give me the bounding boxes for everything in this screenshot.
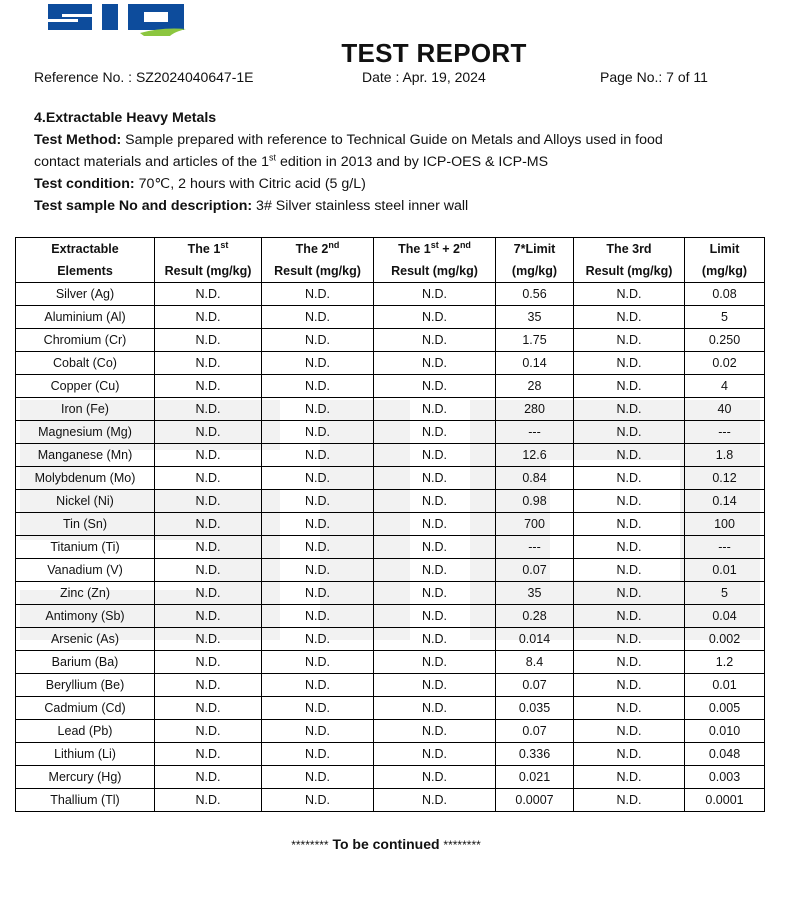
cell-element: Antimony (Sb) bbox=[16, 605, 155, 628]
cell-combined-result: N.D. bbox=[374, 283, 496, 306]
table-row bbox=[16, 444, 765, 467]
test-sample-text: 3# Silver stainless steel inner wall bbox=[252, 198, 469, 214]
cell-limit: 0.02 bbox=[685, 352, 765, 375]
cell-third-result: N.D. bbox=[574, 743, 685, 766]
cell-third-result: N.D. bbox=[574, 628, 685, 651]
cell-third-result: N.D. bbox=[574, 582, 685, 605]
test-method-text-2a: contact materials and articles of the 1 bbox=[34, 154, 270, 170]
header-text: The 2 bbox=[295, 242, 329, 256]
cell-limit: 0.14 bbox=[685, 490, 765, 513]
cell-limit: 0.002 bbox=[685, 628, 765, 651]
cell-limit: --- bbox=[685, 421, 765, 444]
cell-combined-result: N.D. bbox=[374, 490, 496, 513]
cell-element: Mercury (Hg) bbox=[16, 766, 155, 789]
cell-limit: 4 bbox=[685, 375, 765, 398]
cell-seven-limit: 0.014 bbox=[496, 628, 574, 651]
cell-element: Tin (Sn) bbox=[16, 513, 155, 536]
cell-limit: 5 bbox=[685, 582, 765, 605]
report-title: TEST REPORT bbox=[341, 38, 527, 68]
table-row bbox=[16, 513, 765, 536]
cell-combined-result: N.D. bbox=[374, 720, 496, 743]
cell-element: Molybdenum (Mo) bbox=[16, 467, 155, 490]
reference-label: Reference No. : bbox=[34, 69, 136, 85]
cell-limit: 0.048 bbox=[685, 743, 765, 766]
cell-second-result: N.D. bbox=[262, 559, 374, 582]
table-row bbox=[16, 375, 765, 398]
cell-second-result: N.D. bbox=[262, 352, 374, 375]
table-row bbox=[16, 582, 765, 605]
cell-combined-result: N.D. bbox=[374, 352, 496, 375]
cell-element: Cobalt (Co) bbox=[16, 352, 155, 375]
cell-seven-limit: 12.6 bbox=[496, 444, 574, 467]
cell-second-result: N.D. bbox=[262, 789, 374, 812]
cell-third-result: N.D. bbox=[574, 352, 685, 375]
cell-element: Cadmium (Cd) bbox=[16, 697, 155, 720]
cell-first-result: N.D. bbox=[155, 720, 262, 743]
table-row bbox=[16, 559, 765, 582]
test-method-label: Test Method: bbox=[34, 132, 122, 148]
cell-first-result: N.D. bbox=[155, 421, 262, 444]
test-condition bbox=[34, 173, 774, 195]
cell-seven-limit: 0.84 bbox=[496, 467, 574, 490]
header-line bbox=[155, 238, 261, 260]
table-row bbox=[16, 329, 765, 352]
table-body bbox=[16, 283, 765, 812]
cell-second-result: N.D. bbox=[262, 743, 374, 766]
date-value: Apr. 19, 2024 bbox=[402, 69, 486, 85]
cell-third-result: N.D. bbox=[574, 720, 685, 743]
cell-first-result: N.D. bbox=[155, 375, 262, 398]
cell-limit: 0.04 bbox=[685, 605, 765, 628]
cell-element: Titanium (Ti) bbox=[16, 536, 155, 559]
cell-second-result: N.D. bbox=[262, 605, 374, 628]
cell-seven-limit: 1.75 bbox=[496, 329, 574, 352]
page-value: 7 of 11 bbox=[666, 69, 708, 85]
ordinal-suffix: st bbox=[220, 239, 229, 250]
ordinal-suffix: st bbox=[269, 152, 277, 163]
cell-first-result: N.D. bbox=[155, 789, 262, 812]
cell-seven-limit: 0.07 bbox=[496, 720, 574, 743]
cell-first-result: N.D. bbox=[155, 467, 262, 490]
cell-element: Aluminium (Al) bbox=[16, 306, 155, 329]
cell-third-result: N.D. bbox=[574, 789, 685, 812]
table-row bbox=[16, 766, 765, 789]
cell-combined-result: N.D. bbox=[374, 743, 496, 766]
page-number bbox=[600, 69, 708, 85]
table-row bbox=[16, 743, 765, 766]
cell-element: Zinc (Zn) bbox=[16, 582, 155, 605]
cell-third-result: N.D. bbox=[574, 329, 685, 352]
header-third-result bbox=[574, 238, 685, 283]
cell-seven-limit: 0.021 bbox=[496, 766, 574, 789]
cell-combined-result: N.D. bbox=[374, 789, 496, 812]
cell-limit: 0.250 bbox=[685, 329, 765, 352]
header-first-result bbox=[155, 238, 262, 283]
cell-second-result: N.D. bbox=[262, 766, 374, 789]
cell-element: Silver (Ag) bbox=[16, 283, 155, 306]
header-line: Result (mg/kg) bbox=[274, 264, 361, 278]
cell-third-result: N.D. bbox=[574, 398, 685, 421]
table-row bbox=[16, 283, 765, 306]
table-row bbox=[16, 651, 765, 674]
ordinal-suffix: nd bbox=[328, 239, 340, 250]
cell-combined-result: N.D. bbox=[374, 651, 496, 674]
cell-element: Lead (Pb) bbox=[16, 720, 155, 743]
header-line: Result (mg/kg) bbox=[391, 264, 478, 278]
cell-third-result: N.D. bbox=[574, 283, 685, 306]
cell-seven-limit: 280 bbox=[496, 398, 574, 421]
cell-second-result: N.D. bbox=[262, 490, 374, 513]
cell-combined-result: N.D. bbox=[374, 674, 496, 697]
footer-text: To be continued bbox=[328, 836, 444, 852]
table-row bbox=[16, 789, 765, 812]
cell-seven-limit: 8.4 bbox=[496, 651, 574, 674]
header-line: Elements bbox=[57, 264, 113, 278]
cell-second-result: N.D. bbox=[262, 444, 374, 467]
cell-second-result: N.D. bbox=[262, 697, 374, 720]
cell-seven-limit: 0.98 bbox=[496, 490, 574, 513]
header-line bbox=[374, 238, 495, 260]
cell-second-result: N.D. bbox=[262, 283, 374, 306]
report-date bbox=[362, 69, 486, 85]
header-line: 7*Limit bbox=[513, 242, 556, 256]
header-text: + 2 bbox=[438, 242, 460, 256]
cell-element: Thallium (Tl) bbox=[16, 789, 155, 812]
cell-seven-limit: 0.28 bbox=[496, 605, 574, 628]
cell-element: Magnesium (Mg) bbox=[16, 421, 155, 444]
table-row bbox=[16, 720, 765, 743]
cell-second-result: N.D. bbox=[262, 582, 374, 605]
cell-third-result: N.D. bbox=[574, 605, 685, 628]
header-line: Result (mg/kg) bbox=[164, 264, 252, 278]
cell-element: Nickel (Ni) bbox=[16, 490, 155, 513]
cell-first-result: N.D. bbox=[155, 559, 262, 582]
cell-third-result: N.D. bbox=[574, 467, 685, 490]
header-second-result bbox=[262, 238, 374, 283]
test-sample bbox=[34, 195, 774, 217]
cell-first-result: N.D. bbox=[155, 398, 262, 421]
cell-combined-result: N.D. bbox=[374, 329, 496, 352]
cell-element: Beryllium (Be) bbox=[16, 674, 155, 697]
cell-combined-result: N.D. bbox=[374, 605, 496, 628]
header-combined-result bbox=[374, 238, 496, 283]
cell-third-result: N.D. bbox=[574, 697, 685, 720]
cell-combined-result: N.D. bbox=[374, 766, 496, 789]
header-line: (mg/kg) bbox=[511, 264, 558, 278]
cell-limit: 40 bbox=[685, 398, 765, 421]
cell-second-result: N.D. bbox=[262, 375, 374, 398]
cell-second-result: N.D. bbox=[262, 467, 374, 490]
cell-element: Vanadium (V) bbox=[16, 559, 155, 582]
test-method bbox=[34, 129, 774, 151]
cell-seven-limit: 35 bbox=[496, 306, 574, 329]
cell-first-result: N.D. bbox=[155, 605, 262, 628]
cell-first-result: N.D. bbox=[155, 651, 262, 674]
table-row bbox=[16, 467, 765, 490]
table-header-row bbox=[16, 238, 765, 283]
cell-third-result: N.D. bbox=[574, 421, 685, 444]
cell-second-result: N.D. bbox=[262, 421, 374, 444]
cell-element: Manganese (Mn) bbox=[16, 444, 155, 467]
cell-third-result: N.D. bbox=[574, 375, 685, 398]
cell-seven-limit: 0.336 bbox=[496, 743, 574, 766]
cell-combined-result: N.D. bbox=[374, 559, 496, 582]
cell-element: Arsenic (As) bbox=[16, 628, 155, 651]
cell-first-result: N.D. bbox=[155, 743, 262, 766]
cell-combined-result: N.D. bbox=[374, 513, 496, 536]
cell-limit: 0.0001 bbox=[685, 789, 765, 812]
cell-limit: 1.8 bbox=[685, 444, 765, 467]
header-text: The 1 bbox=[398, 242, 431, 256]
cell-combined-result: N.D. bbox=[374, 697, 496, 720]
cell-first-result: N.D. bbox=[155, 306, 262, 329]
table-row bbox=[16, 490, 765, 513]
cell-element: Lithium (Li) bbox=[16, 743, 155, 766]
cell-combined-result: N.D. bbox=[374, 398, 496, 421]
header-seven-limit bbox=[496, 238, 574, 283]
test-method-text-2b: edition in 2013 and by ICP-OES & ICP-MS bbox=[276, 154, 549, 170]
cell-third-result: N.D. bbox=[574, 536, 685, 559]
cell-second-result: N.D. bbox=[262, 720, 374, 743]
reference-value: SZ2024040647-1E bbox=[135, 69, 254, 85]
table-row bbox=[16, 421, 765, 444]
test-method-text-1: Sample prepared with reference to Technical Guide on Metals and Alloys used in food bbox=[121, 132, 663, 148]
cell-limit: 0.01 bbox=[685, 674, 765, 697]
cell-second-result: N.D. bbox=[262, 513, 374, 536]
reference-number bbox=[34, 69, 253, 85]
cell-element: Iron (Fe) bbox=[16, 398, 155, 421]
cell-limit: 5 bbox=[685, 306, 765, 329]
header-limit bbox=[685, 238, 765, 283]
date-label: Date : bbox=[362, 69, 403, 85]
cell-first-result: N.D. bbox=[155, 283, 262, 306]
cell-combined-result: N.D. bbox=[374, 306, 496, 329]
cell-seven-limit: --- bbox=[496, 421, 574, 444]
cell-combined-result: N.D. bbox=[374, 628, 496, 651]
cell-third-result: N.D. bbox=[574, 651, 685, 674]
cell-third-result: N.D. bbox=[574, 490, 685, 513]
cell-limit: 0.01 bbox=[685, 559, 765, 582]
cell-seven-limit: 0.56 bbox=[496, 283, 574, 306]
cell-combined-result: N.D. bbox=[374, 582, 496, 605]
header-elements bbox=[16, 238, 155, 283]
test-condition-label: Test condition: bbox=[34, 176, 135, 192]
cell-first-result: N.D. bbox=[155, 329, 262, 352]
cell-seven-limit: 0.14 bbox=[496, 352, 574, 375]
cell-seven-limit: 0.0007 bbox=[496, 789, 574, 812]
results-table bbox=[15, 237, 765, 812]
cell-third-result: N.D. bbox=[574, 674, 685, 697]
cell-seven-limit: 28 bbox=[496, 375, 574, 398]
cell-second-result: N.D. bbox=[262, 628, 374, 651]
header-text: The 1 bbox=[187, 242, 221, 256]
cell-first-result: N.D. bbox=[155, 674, 262, 697]
cell-combined-result: N.D. bbox=[374, 375, 496, 398]
header-line bbox=[262, 238, 373, 260]
table-row bbox=[16, 697, 765, 720]
header-line: The 3rd bbox=[606, 242, 652, 256]
cell-combined-result: N.D. bbox=[374, 444, 496, 467]
cell-first-result: N.D. bbox=[155, 766, 262, 789]
cell-third-result: N.D. bbox=[574, 559, 685, 582]
cell-limit: --- bbox=[685, 536, 765, 559]
footer-stars-left: ******** bbox=[291, 838, 329, 852]
footer-stars-right: ******** bbox=[443, 838, 481, 852]
cell-combined-result: N.D. bbox=[374, 421, 496, 444]
cell-seven-limit: 700 bbox=[496, 513, 574, 536]
cell-first-result: N.D. bbox=[155, 352, 262, 375]
cell-first-result: N.D. bbox=[155, 490, 262, 513]
cell-seven-limit: 0.035 bbox=[496, 697, 574, 720]
test-method-continued bbox=[34, 151, 774, 173]
table-row bbox=[16, 628, 765, 651]
cell-second-result: N.D. bbox=[262, 536, 374, 559]
cell-seven-limit: 0.07 bbox=[496, 559, 574, 582]
table-row bbox=[16, 674, 765, 697]
header-line: Limit bbox=[709, 242, 740, 256]
table-row bbox=[16, 605, 765, 628]
section-heading: 4.Extractable Heavy Metals bbox=[34, 110, 217, 126]
table-row bbox=[16, 306, 765, 329]
cell-seven-limit: 35 bbox=[496, 582, 574, 605]
cell-second-result: N.D. bbox=[262, 651, 374, 674]
header-line: Result (mg/kg) bbox=[585, 264, 673, 278]
cell-element: Copper (Cu) bbox=[16, 375, 155, 398]
cell-seven-limit: 0.07 bbox=[496, 674, 574, 697]
cell-first-result: N.D. bbox=[155, 582, 262, 605]
test-info-section bbox=[34, 107, 774, 217]
cell-seven-limit: --- bbox=[496, 536, 574, 559]
cell-second-result: N.D. bbox=[262, 306, 374, 329]
cell-element: Chromium (Cr) bbox=[16, 329, 155, 352]
table-row bbox=[16, 352, 765, 375]
cell-first-result: N.D. bbox=[155, 697, 262, 720]
cell-combined-result: N.D. bbox=[374, 536, 496, 559]
cell-limit: 0.08 bbox=[685, 283, 765, 306]
test-condition-text: 70℃, 2 hours with Citric acid (5 g/L) bbox=[134, 176, 366, 192]
cell-limit: 0.12 bbox=[685, 467, 765, 490]
cell-limit: 1.2 bbox=[685, 651, 765, 674]
header-line: Extractable bbox=[51, 242, 119, 256]
cell-first-result: N.D. bbox=[155, 444, 262, 467]
continued-footer bbox=[0, 836, 772, 852]
cell-limit: 100 bbox=[685, 513, 765, 536]
ordinal-suffix: st bbox=[430, 239, 439, 250]
cell-second-result: N.D. bbox=[262, 674, 374, 697]
cell-second-result: N.D. bbox=[262, 398, 374, 421]
cell-combined-result: N.D. bbox=[374, 467, 496, 490]
cell-third-result: N.D. bbox=[574, 766, 685, 789]
cell-third-result: N.D. bbox=[574, 444, 685, 467]
cell-limit: 0.010 bbox=[685, 720, 765, 743]
cell-second-result: N.D. bbox=[262, 329, 374, 352]
header-line: (mg/kg) bbox=[701, 264, 748, 278]
cell-first-result: N.D. bbox=[155, 628, 262, 651]
company-logo bbox=[44, 0, 194, 36]
cell-first-result: N.D. bbox=[155, 536, 262, 559]
table-row bbox=[16, 398, 765, 421]
test-sample-label: Test sample No and description: bbox=[34, 198, 253, 214]
ordinal-suffix: nd bbox=[459, 239, 471, 250]
cell-limit: 0.003 bbox=[685, 766, 765, 789]
page-label: Page No.: bbox=[600, 69, 667, 85]
cell-third-result: N.D. bbox=[574, 306, 685, 329]
table-row bbox=[16, 536, 765, 559]
cell-element: Barium (Ba) bbox=[16, 651, 155, 674]
cell-first-result: N.D. bbox=[155, 513, 262, 536]
cell-third-result: N.D. bbox=[574, 513, 685, 536]
cell-limit: 0.005 bbox=[685, 697, 765, 720]
